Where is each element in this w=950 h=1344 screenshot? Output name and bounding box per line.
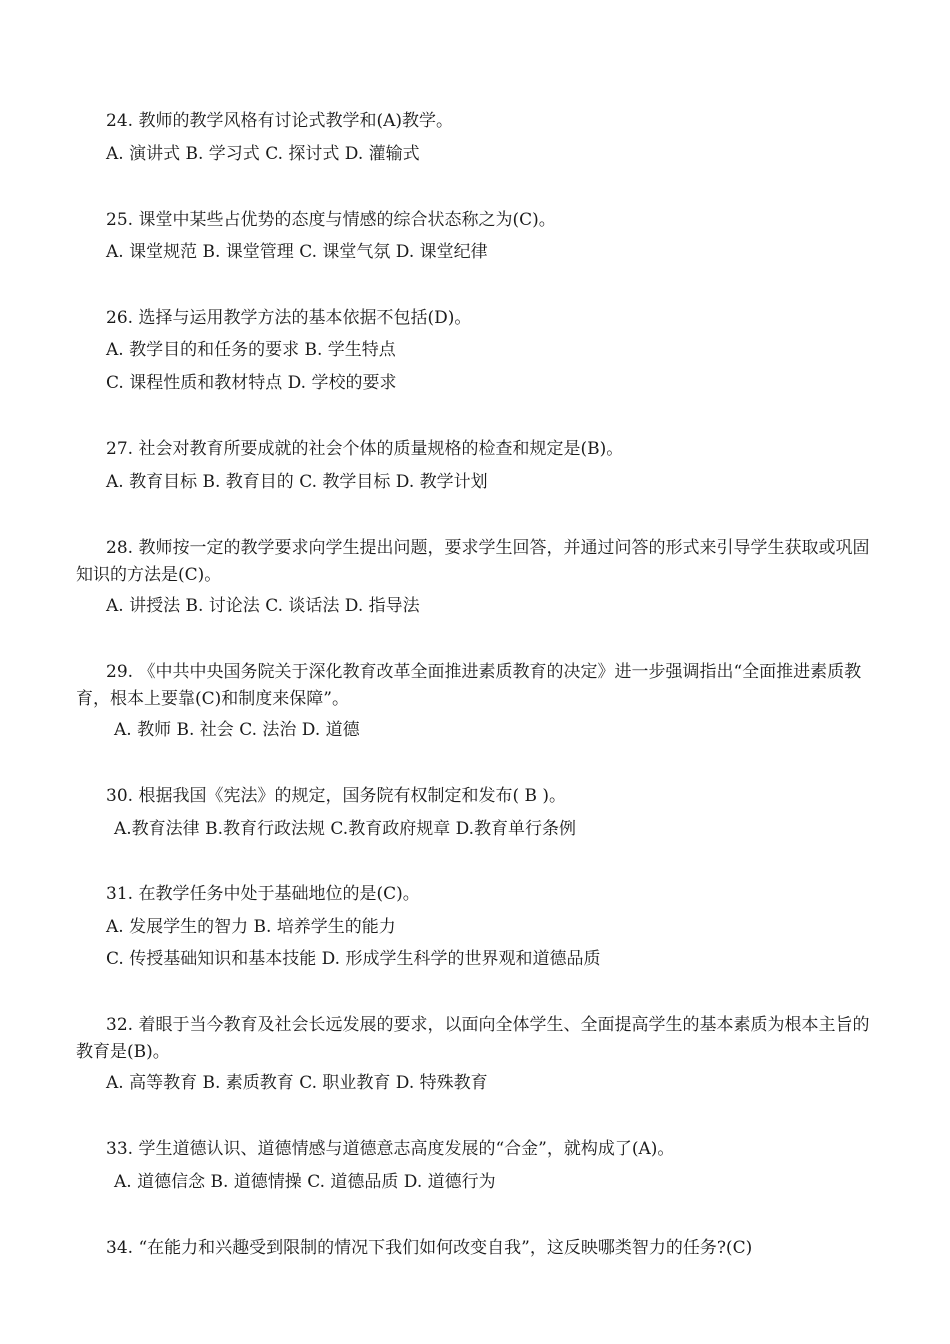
question-28-stem: 28. 教师按一定的教学要求向学生提出问题，要求学生回答，并通过问答的形式来引导学生获取或巩固知识的方法是(C)。	[76, 538, 870, 585]
question-25-stem: 25. 课堂中某些占优势的态度与情感的综合状态称之为(C)。	[106, 210, 556, 230]
question-29-stem: 29. 《中共中央国务院关于深化教育改革全面推进素质教育的决定》进一步强调指出“全面推进素质教育，根本上要靠(C)和制度来保障”。	[76, 662, 862, 709]
question-30-stem: 30. 根据我国《宪法》的规定，国务院有权制定和发布( B )。	[106, 786, 567, 806]
question-32-options: A. 高等教育 B. 素质教育 C. 职业教育 D. 特殊教育	[106, 1073, 488, 1093]
question-31-stem: 31. 在教学任务中处于基础地位的是(C)。	[106, 884, 420, 904]
question-26-options-line2: C. 课程性质和教材特点 D. 学校的要求	[106, 373, 397, 393]
question-25-options: A. 课堂规范 B. 课堂管理 C. 课堂气氛 D. 课堂纪律	[106, 242, 488, 262]
question-26-stem: 26. 选择与运用教学方法的基本依据不包括(D)。	[106, 308, 472, 328]
question-30-options: A.教育法律 B.教育行政法规 C.教育政府规章 D.教育单行条例	[114, 819, 577, 839]
question-29-options: A. 教师 B. 社会 C. 法治 D. 道德	[114, 720, 360, 740]
question-33-options: A. 道德信念 B. 道德情操 C. 道德品质 D. 道德行为	[114, 1172, 496, 1192]
question-24-stem: 24. 教师的教学风格有讨论式教学和(A)教学。	[106, 111, 453, 131]
question-32-stem: 32. 着眼于当今教育及社会长远发展的要求，以面向全体学生、全面提高学生的基本素质为根本主旨的教育是(B)。	[76, 1015, 870, 1062]
question-28-options: A. 讲授法 B. 讨论法 C. 谈话法 D. 指导法	[106, 596, 420, 616]
question-26-options-line1: A. 教学目的和任务的要求 B. 学生特点	[106, 340, 396, 360]
question-27-options: A. 教育目标 B. 教育目的 C. 教学目标 D. 教学计划	[106, 472, 488, 492]
question-27-stem: 27. 社会对教育所要成就的社会个体的质量规格的检查和规定是(B)。	[106, 439, 624, 459]
question-33-stem: 33. 学生道德认识、道德情感与道德意志高度发展的“合金”，就构成了(A)。	[106, 1139, 675, 1159]
question-24-options: A. 演讲式 B. 学习式 C. 探讨式 D. 灌输式	[106, 144, 420, 164]
question-31-options-line1: A. 发展学生的智力 B. 培养学生的能力	[106, 917, 396, 937]
question-31-options-line2: C. 传授基础知识和基本技能 D. 形成学生科学的世界观和道德品质	[106, 949, 601, 969]
question-34-stem: 34. “在能力和兴趣受到限制的情况下我们如何改变自我”，这反映哪类智力的任务?(C)	[106, 1238, 753, 1258]
